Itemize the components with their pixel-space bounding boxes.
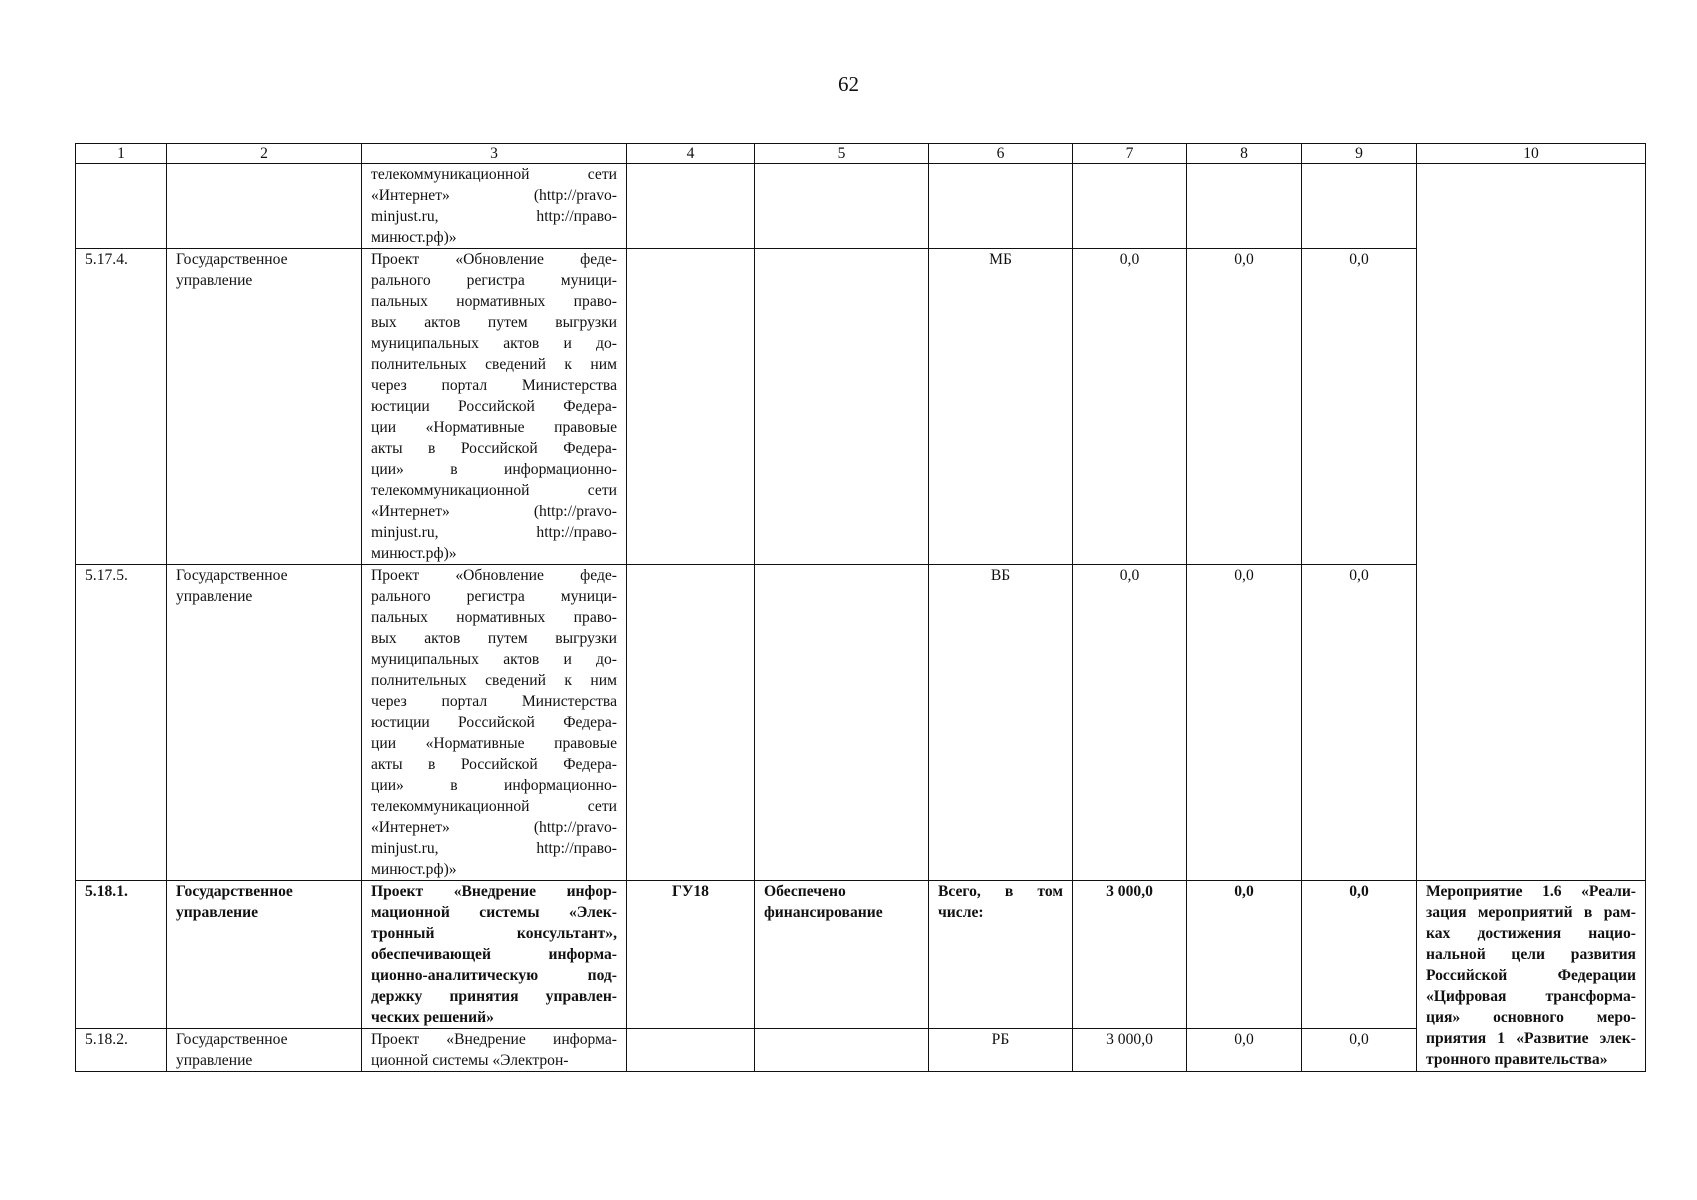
- cell-source: Всего, в том числе:: [929, 881, 1073, 1029]
- text-line: «Интернет» (http://pravo-: [371, 503, 617, 520]
- text-line: тронного правительства»: [1426, 1051, 1608, 1068]
- text-line: юстиции Российской Федера-: [371, 714, 617, 731]
- text-line: минюст.рф)»: [371, 545, 457, 562]
- text-line: ционно-аналитическую под-: [371, 967, 617, 984]
- header-cell: 7: [1073, 144, 1187, 164]
- cell-value: 3 000,0: [1073, 881, 1187, 1029]
- table-row: [76, 565, 1646, 881]
- text-line: ции» в информационно-: [371, 461, 617, 478]
- cell-project: [362, 565, 627, 881]
- header-cell: 10: [1417, 144, 1646, 164]
- cell-source: [929, 164, 1073, 249]
- cell-value: 0,0: [1187, 249, 1302, 565]
- cell-col10-empty: [1417, 164, 1646, 881]
- cell-value: 0,0: [1187, 1029, 1302, 1072]
- table-row: [76, 881, 1646, 1029]
- budget-table: [75, 143, 1646, 1072]
- cell-value: 0,0: [1187, 881, 1302, 1029]
- text-line: Проект «Внедрение информа-: [371, 1031, 617, 1048]
- text-line: ции «Нормативные правовые: [371, 419, 617, 436]
- text-line: minjust.ru, http://право-: [371, 840, 617, 857]
- text-line: ках достижения нацио-: [1426, 925, 1636, 942]
- table-row: [76, 249, 1646, 565]
- cell-value: 0,0: [1073, 565, 1187, 881]
- cell-sphere: Государственное управление: [167, 565, 362, 881]
- text-line: Мероприятие 1.6 «Реали-: [1426, 883, 1636, 900]
- text-line: держку принятия управлен-: [371, 988, 617, 1005]
- cell-code: [627, 249, 755, 565]
- text-line: пальных нормативных право-: [371, 293, 617, 310]
- text-line: минюст.рф)»: [371, 229, 457, 246]
- cell-result: [755, 164, 929, 249]
- header-cell: 8: [1187, 144, 1302, 164]
- cell-code: [627, 1029, 755, 1072]
- cell-value: [1073, 164, 1187, 249]
- text-line: юстиции Российской Федера-: [371, 398, 617, 415]
- text-line: телекоммуникационной сети: [371, 482, 617, 499]
- cell-code: ГУ18: [627, 881, 755, 1029]
- header-cell: 6: [929, 144, 1073, 164]
- cell-event-description: [1417, 881, 1646, 1072]
- cell-value: [1302, 164, 1417, 249]
- text-line: рального регистра муници-: [371, 272, 617, 289]
- text-line: рального регистра муници-: [371, 588, 617, 605]
- cell-value: 0,0: [1302, 249, 1417, 565]
- text-line: через портал Министерства: [371, 693, 617, 710]
- cell-number: 5.17.5.: [76, 565, 167, 881]
- text-line: телекоммуникационной сети: [371, 798, 617, 815]
- cell-value: 0,0: [1302, 1029, 1417, 1072]
- text-line: полнительных сведений к ним: [371, 356, 617, 373]
- cell-number: 5.17.4.: [76, 249, 167, 565]
- text-line: нальной цели развития: [1426, 946, 1636, 963]
- cell-source: МБ: [929, 249, 1073, 565]
- text-line: Российской Федерации: [1426, 967, 1636, 984]
- cell-code: [627, 565, 755, 881]
- cell-sphere: Государственное управление: [167, 881, 362, 1029]
- cell-value: 0,0: [1302, 565, 1417, 881]
- text-line: ции» в информационно-: [371, 777, 617, 794]
- text-line: акты в Российской Федера-: [371, 756, 617, 773]
- cell-value: 0,0: [1302, 881, 1417, 1029]
- cell-number: [76, 164, 167, 249]
- cell-result: [755, 565, 929, 881]
- text-line: Проект «Обновление феде-: [371, 567, 617, 584]
- text-line: тронный консультант»,: [371, 925, 617, 942]
- text-line: минюст.рф)»: [371, 861, 457, 878]
- cell-sphere: [167, 164, 362, 249]
- header-cell: 4: [627, 144, 755, 164]
- text-line: муниципальных актов и до-: [371, 335, 617, 352]
- text-line: полнительных сведений к ним: [371, 672, 617, 689]
- text-line: minjust.ru, http://право-: [371, 208, 617, 225]
- text-line: Проект «Обновление феде-: [371, 251, 617, 268]
- cell-project: [362, 1029, 627, 1072]
- text-line: «Интернет» (http://pravo-: [371, 819, 617, 836]
- cell-number: 5.18.2.: [76, 1029, 167, 1072]
- cell-value: 3 000,0: [1073, 1029, 1187, 1072]
- text-line: Проект «Внедрение инфор-: [371, 883, 617, 900]
- header-cell: 9: [1302, 144, 1417, 164]
- text-line: ческих решений»: [371, 1009, 494, 1026]
- cell-value: [1187, 164, 1302, 249]
- text-line: обеспечивающей информа-: [371, 946, 617, 963]
- table-row: [76, 164, 1646, 249]
- cell-result: [755, 1029, 929, 1072]
- cell-value: 0,0: [1187, 565, 1302, 881]
- header-cell: 3: [362, 144, 627, 164]
- header-cell: 2: [167, 144, 362, 164]
- header-cell: 5: [755, 144, 929, 164]
- text-line: мационной системы «Элек-: [371, 904, 617, 921]
- cell-result: [755, 249, 929, 565]
- text-line: вых актов путем выгрузки: [371, 314, 617, 331]
- text-line: через портал Министерства: [371, 377, 617, 394]
- cell-project: [362, 881, 627, 1029]
- table-row: [76, 1029, 1646, 1072]
- cell-code: [627, 164, 755, 249]
- text-line: муниципальных актов и до-: [371, 651, 617, 668]
- cell-number: 5.18.1.: [76, 881, 167, 1029]
- cell-sphere: Государственное управление: [167, 1029, 362, 1072]
- text-line: ция» основного меро-: [1426, 1009, 1636, 1026]
- text-line: телекоммуникационной сети: [371, 166, 617, 183]
- text-line: пальных нормативных право-: [371, 609, 617, 626]
- text-line: приятия 1 «Развитие элек-: [1426, 1030, 1636, 1047]
- cell-sphere: Государственное управление: [167, 249, 362, 565]
- cell-project: [362, 249, 627, 565]
- cell-source: РБ: [929, 1029, 1073, 1072]
- cell-value: 0,0: [1073, 249, 1187, 565]
- cell-result: Обеспечено финансирование: [755, 881, 929, 1029]
- text-line: «Интернет» (http://pravo-: [371, 187, 617, 204]
- text-line: зация мероприятий в рам-: [1426, 904, 1636, 921]
- cell-project: [362, 164, 627, 249]
- text-line: «Цифровая трансформа-: [1426, 988, 1636, 1005]
- page-number: 62: [838, 72, 859, 96]
- text-line: minjust.ru, http://право-: [371, 524, 617, 541]
- header-cell: 1: [76, 144, 167, 164]
- text-line: ционной системы «Электрон-: [371, 1052, 569, 1069]
- text-line: вых актов путем выгрузки: [371, 630, 617, 647]
- text-line: ции «Нормативные правовые: [371, 735, 617, 752]
- text-line: акты в Российской Федера-: [371, 440, 617, 457]
- table-header-row: [76, 144, 1646, 164]
- cell-source: ВБ: [929, 565, 1073, 881]
